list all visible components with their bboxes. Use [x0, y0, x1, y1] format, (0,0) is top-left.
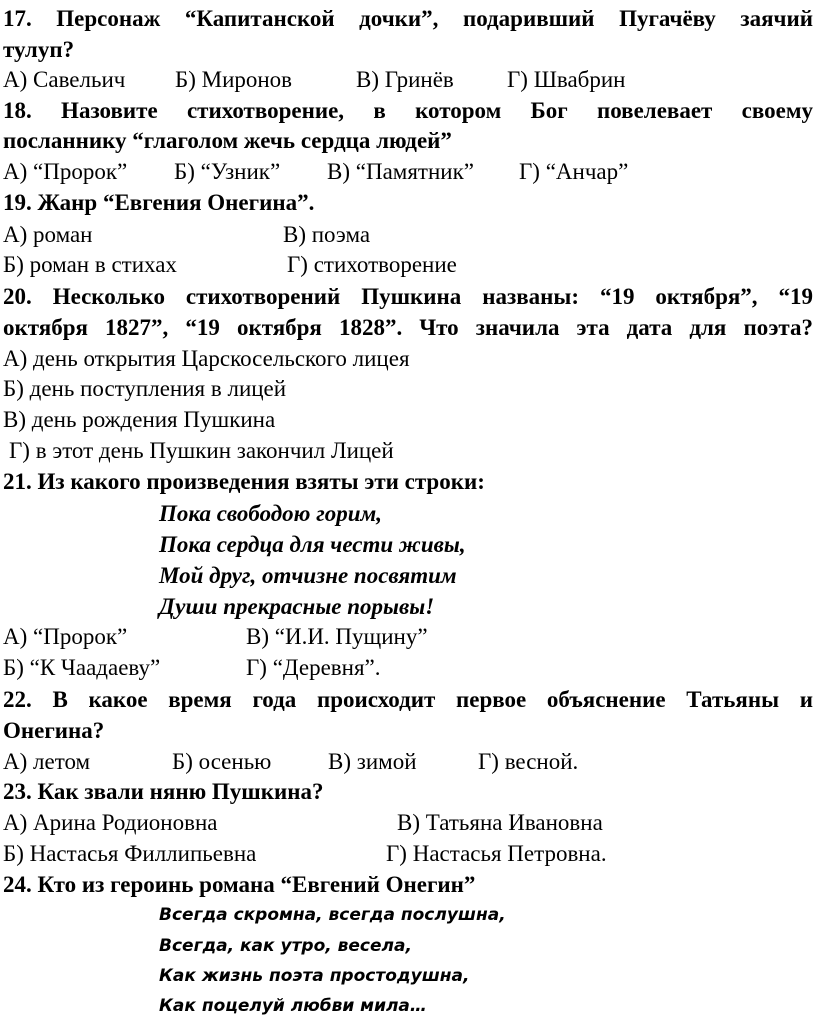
question-18-text-cont: посланнику “глаголом жечь сердца людей”	[3, 128, 452, 153]
question-23-options-row1	[3, 808, 813, 837]
option: Г) “Анчар”	[519, 159, 629, 184]
option: А) роман	[3, 222, 93, 247]
question-24-text: 24. Кто из героинь романа “Евгений Онегин”	[3, 872, 476, 897]
poem-line: Как жизнь поэта простодушна,	[159, 966, 470, 986]
question-18-text: 18. Назовите стихотворение, в котором Бог повелевает своему	[3, 98, 813, 123]
option: В) “Памятник”	[327, 159, 474, 184]
option: Б) осенью	[172, 749, 272, 774]
question-20-text: 20. Несколько стихотворений Пушкина названы: “19 октября”, “19	[3, 284, 813, 309]
option: Б) роман в стихах	[3, 252, 177, 277]
question-20-option-d: Г) в этот день Пушкин закончил Лицей	[9, 438, 394, 463]
question-19-options-row1	[3, 220, 813, 249]
question-20-option-c: В) день рождения Пушкина	[3, 407, 276, 432]
poem-line: Души прекрасные порывы!	[159, 594, 435, 619]
question-21-text: 21. Из какого произведения взяты эти строки:	[3, 469, 485, 494]
option: Г) стихотворение	[287, 252, 457, 277]
question-19-options-row2	[3, 250, 813, 279]
option: Б) Миронов	[175, 67, 293, 92]
question-20-text-cont: октября 1827”, “19 октября 1828”. Что значила эта дата для поэта?	[3, 315, 813, 340]
option: Г) весной.	[478, 749, 579, 774]
question-18-options	[3, 157, 813, 186]
question-20-option-a: А) день открытия Царскосельского лицея	[3, 346, 410, 371]
option: Г) “Деревня”.	[246, 655, 381, 680]
poem-line: Всегда, как утро, весела,	[159, 936, 412, 956]
option: А) “Пророк”	[3, 159, 128, 184]
poem-line: Всегда скромна, всегда послушна,	[159, 905, 506, 925]
question-23-options-row2	[3, 839, 813, 868]
option: В) поэма	[283, 222, 371, 247]
question-21-options-row1	[3, 622, 813, 651]
option: В) Татьяна Ивановна	[397, 810, 603, 835]
question-20-option-b: Б) день поступления в лицей	[3, 376, 287, 401]
question-23-text: 23. Как звали няню Пушкина?	[3, 779, 324, 804]
question-21-options-row2	[3, 653, 813, 682]
option: А) Савельич	[3, 67, 126, 92]
option: Б) “К Чаадаеву”	[3, 655, 161, 680]
question-22-text: 22. В какое время года происходит первое объяснение Татьяны и	[3, 687, 813, 712]
option: А) Арина Родионовна	[3, 810, 218, 835]
option: А) летом	[3, 749, 91, 774]
option: Г) Швабрин	[507, 67, 626, 92]
option: Б) “Узник”	[174, 159, 281, 184]
poem-line: Пока сердца для чести живы,	[159, 532, 466, 557]
poem-line: Пока свободою горим,	[159, 501, 383, 526]
question-17-options	[3, 65, 813, 94]
question-22-options	[3, 747, 813, 776]
poem-line: Как поцелуй любви мила…	[159, 996, 427, 1016]
option: В) зимой	[328, 749, 417, 774]
poem-line: Мой друг, отчизне посвятим	[159, 563, 457, 588]
question-17-text: 17. Персонаж “Капитанской дочки”, подаривший Пугачёву заячий	[3, 6, 813, 31]
question-19-text: 19. Жанр “Евгения Онегина”.	[3, 190, 315, 215]
option: А) “Пророк”	[3, 624, 128, 649]
option: В) “И.И. Пущину”	[246, 624, 428, 649]
option: Б) Настасья Филлипьевна	[3, 841, 257, 866]
option: В) Гринёв	[356, 67, 454, 92]
option: Г) Настасья Петровна.	[386, 841, 607, 866]
question-22-text-cont: Онегина?	[3, 718, 105, 743]
question-17-text-cont: тулуп?	[3, 37, 75, 62]
